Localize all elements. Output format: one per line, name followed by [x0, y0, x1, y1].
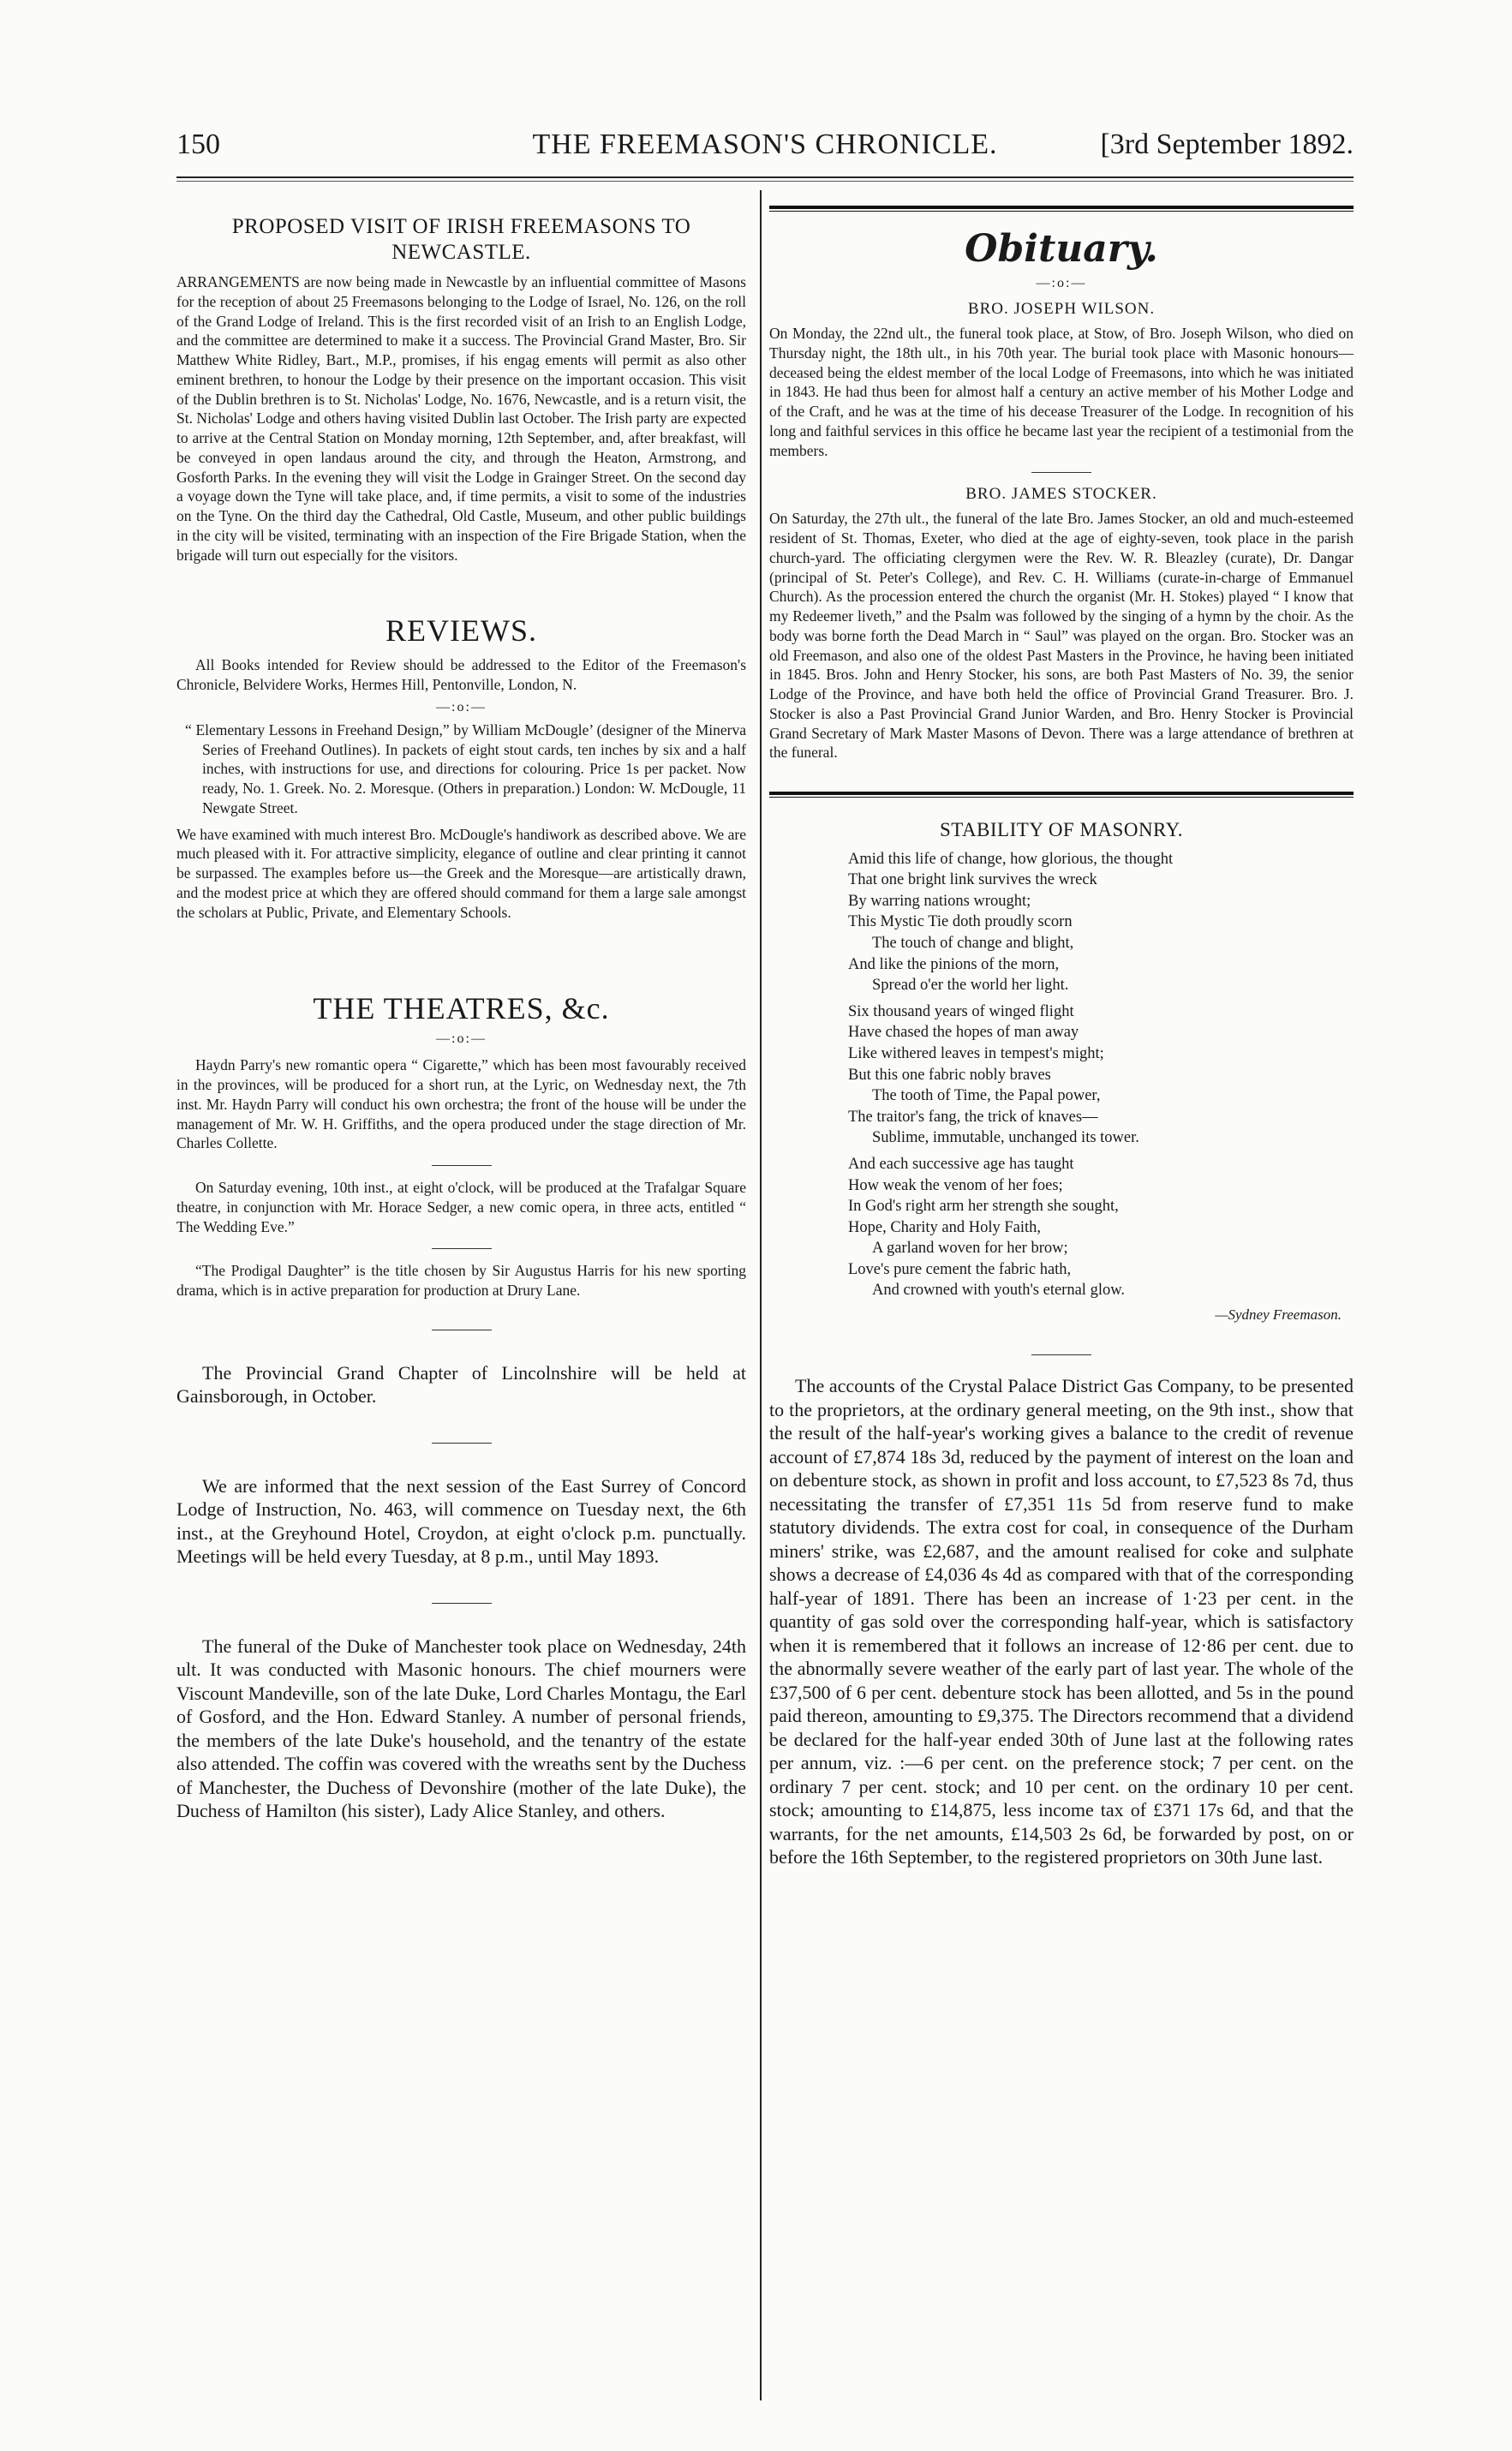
- short-rule: [432, 1165, 492, 1166]
- review-comment: We have examined with much interest Bro. McDougle's handiwork as described above. We are much pleased with it. For attractive simplicity, elegance of outline and clear printing it cannot be surpassed. The examples before us—the Greek and the Moresque—are artistically drawn, and the modest price at which they are offered should command for them a large sale amongst the scholars at Public, Private, and Elementary Schools.: [176, 825, 746, 921]
- short-rule: [1031, 1354, 1091, 1355]
- right-column: [769, 206, 1354, 1869]
- left-column: [176, 214, 746, 1823]
- section-title: THE THEATRES, &c.: [313, 991, 610, 1026]
- section-rule-wrap: [769, 792, 1354, 798]
- poem-line: Like withered leaves in tempest's might;: [848, 1044, 1104, 1062]
- header-rule: [176, 176, 1354, 178]
- poem-line: The touch of change and blight,: [872, 934, 1074, 952]
- obituary-body: On Monday, the 22nd ult., the funeral took place, at Stow, of Bro. Joseph Wilson, who died on Thursday night, the 18th ult., in his 70th year. The burial took place with Masonic honours—deceased being the eldest member of the local Lodge of Freemasons, into which he was initiated in 1843. He had thus been for almost half a century an active member of his Mother Lodge and of the Craft, and he was at the time of his decease Treasurer of the Lodge. In recognition of his long and faithful services in this office he became last year the recipient of a testimonial from the members.: [769, 325, 1354, 459]
- poem-line: That one bright link survives the wreck: [848, 871, 1097, 889]
- poem-body: [769, 849, 1354, 1301]
- publication-title: THE FREEMASON'S CHRONICLE.: [532, 129, 998, 160]
- poem-line: Have chased the hopes of man away: [848, 1024, 1079, 1042]
- poem: [769, 818, 1354, 1324]
- poem-line: In God's right arm her strength she sought,: [848, 1198, 1119, 1216]
- theatre-paragraph: Haydn Parry's new romantic opera “ Cigarette,” which has been most favourably received in the provinces, will be produced for a short run, at the Lyric, on Wednesday next, the 7th inst. Mr. Haydn Parry will conduct his own orchestra; the front of the house will be under the management of Mr. W. H. Griffiths, and the opera produced under the stage direction of Mr. Charles Collette.: [176, 1056, 746, 1152]
- separator: —:o:—: [1036, 276, 1087, 290]
- paragraph-lincolnshire: The Provincial Grand Chapter of Lincolnshire will be held at Gainsborough, in October.: [176, 1361, 746, 1408]
- poem-line: How weak the venom of her foes;: [848, 1176, 1063, 1194]
- section-reviews: [176, 613, 746, 922]
- poem-stanza: [848, 849, 1354, 996]
- poem-line: Love's pure cement the fabric hath,: [848, 1260, 1072, 1278]
- short-rule: [1031, 472, 1091, 473]
- running-header: [176, 129, 1354, 171]
- header-rule-thin: [176, 181, 1354, 182]
- poem-line: And like the pinions of the morn,: [848, 955, 1060, 973]
- article-body: ARRANGEMENTS are now being made in Newcastle by an influential committee of Masons for the reception of about 25 Freemasons belonging to the Lodge of Israel, No. 126, on the roll of the Grand Lodge of Ireland. This is the first recorded visit of an Irish to an English Lodge, and the committee are determined to make it a success. The Provincial Grand Master, Bro. Sir Matthew White Ridley, Bart., M.P., promises, if his engag ements will permit as also other eminent brethren, to honour the Lodge by their presence on the important occasion. This visit of the Dublin brethren is to St. Nicholas' Lodge, No. 1676, Newcastle, and is a return visit, the St. Nicholas' Lodge and others having visited Dublin last October. The Irish party are expected to arrive at the Central Station on Monday morning, 12th September, and, after breakfast, will be conveyed in open landaus around the city, and through the Heaton, Armstrong, and Gosforth Parks. In the evening they will visit the Lodge in Grainger Street. On the second day a voyage down the Tyne will take place, and, if time permits, a visit to some of the industries on the Tyne. On the third day the Cathedral, Old Castle, Museum, and other public buildings in the city will be visited, terminating with an inspection of the Fire Brigade Station, when the brigade will turn out especially for the visitors.: [176, 273, 746, 564]
- section-title: Obituary.: [965, 227, 1158, 271]
- reviews-notice: All Books intended for Review should be addressed to the Editor of the Freemason's Chronicle, Belvidere Works, Hermes Hill, Pentonville, London, N.: [176, 656, 746, 693]
- short-rule: [432, 1603, 492, 1604]
- section-obituary: [769, 227, 1354, 762]
- theatre-paragraph: On Saturday evening, 10th inst., at eight o'clock, will be produced at the Trafalgar Square theatre, in conjunction with Mr. Horace Sedger, a new comic opera, in three acts, entitled “ The Wedding Eve.”: [176, 1179, 746, 1235]
- short-rule: [432, 1248, 492, 1249]
- poem-line: This Mystic Tie doth proudly scorn: [848, 913, 1073, 931]
- separator: —:o:—: [436, 1031, 487, 1047]
- poem-line: And each successive age has taught: [848, 1155, 1074, 1173]
- obituary-name: BRO. JAMES STOCKER.: [965, 485, 1157, 504]
- article-irish-visit: [176, 214, 746, 565]
- review-entry: “ Elementary Lessons in Freehand Design,” by William McDougle’ (designer of the Minerva Series of Freehand Outlines). In packets of eight stout cards, ten inches by six and a half inches, with instructions for use, and directions for colouring. Price 1s per packet. Now ready, No. 1. Greek. No. 2. Moresque. (Others in preparation.) London: W. McDougle, 11 Newgate Street.: [185, 720, 746, 816]
- section-rule: [769, 792, 1354, 795]
- separator: —:o:—: [436, 699, 487, 714]
- section-rule-thin: [769, 211, 1354, 212]
- article-title: PROPOSED VISIT OF IRISH FREEMASONS TO NEWCASTLE.: [231, 215, 691, 264]
- section-theatres: [176, 990, 746, 1300]
- issue-date: [3rd September 1892.: [1100, 129, 1354, 160]
- section-rule-thin: [769, 797, 1354, 798]
- poem-line: The tooth of Time, the Papal power,: [872, 1087, 1101, 1105]
- short-rule: [432, 1443, 492, 1444]
- poem-line: By warring nations wrought;: [848, 892, 1031, 910]
- section-rule: [769, 206, 1354, 209]
- poem-attribution: —Sydney Freemason.: [1215, 1306, 1342, 1324]
- paragraph-gas-company: The accounts of the Crystal Palace District Gas Company, to be presented to the proprietors, at the ordinary general meeting, on the 9th inst., show that the result of the half-year's working gives a balance to the credit of revenue account of £7,874 18s 3d, reduced by the payment of interest on the loan and on debenture stock, as shown in profit and loss account, to £7,523 8s 7d, thus necessitating the transfer of £7,351 11s 5d from reserve fund to make statutory dividends. The extra cost for coal, in consequence of the Durham miners' strike, was £2,687, and the amount realised for coke and sulphate shows a decrease of £4,036 4s 4d as compared with that of the corresponding half-year of 1891. There has been an increase of 1·23 per cent. in the quantity of gas sold over the corresponding half-year, which is satisfactory when it is remembered that it follows an increase of 12·86 per cent. due to the abnormally severe weather of the early part of last year. The whole of the £37,500 of 6 per cent. debenture stock has been allotted, and 5s in the pound paid thereon, amounting to £9,375. The Directors recommend that a dividend be declared for the half-year ended 30th of June last at the following rates per annum, viz. :—6 per cent. on the preference stock; 7 per cent. on the ordinary 7 per cent. stock; and 10 per cent. on the ordinary 10 per cent. stock; amounting to £14,875, less income tax of £371 17s 6d, and that the warrants, for the net amounts, £14,503 2s 6d, be forwarded by post, on or before the 16th September, to the registered proprietors on 30th June last.: [769, 1375, 1354, 1868]
- poem-line: But this one fabric nobly braves: [848, 1066, 1051, 1084]
- page-number: 150: [176, 129, 220, 160]
- poem-stanza: [848, 1154, 1354, 1301]
- poem-line: Spread o'er the world her light.: [872, 977, 1069, 995]
- poem-line: Six thousand years of winged flight: [848, 1002, 1074, 1020]
- poem-line: Sublime, immutable, unchanged its tower.: [872, 1129, 1139, 1147]
- obituary-body: On Saturday, the 27th ult., the funeral of the late Bro. James Stocker, an old and much-esteemed resident of St. Thomas, Exeter, who died at the age of eighty-seven, took place in the parish church-yard. The officiating clergymen were the Rev. W. R. Bleazley (curate), Dr. Dangar (principal of St. Peter's College), and Rev. C. H. Williams (curate-in-charge of Emmanuel Church). As the procession entered the church the organist (Mr. H. Stokes) played “ I know that my Redeemer liveth,” and the Psalm was followed by the singing of a hymn by the choir. As the body was borne forth the Dead March in “ Saul” was played on the organ. Bro. Stocker was an old Freemason, and also one of the oldest Past Masters in the Province, he having been initiated in 1845. Bros. John and Henry Stocker, his sons, are both Past Masters of No. 39, the senior Lodge of the Province, and have both held the office of Provincial Grand Treasurer. Bro. J. Stocker is also a Past Provincial Grand Junior Warden, and Bro. Henry Stocker is Provincial Grand Secretary of Mark Master Masons of Devon. There was a large attendance of brethren at the funeral.: [769, 510, 1354, 762]
- poem-line: A garland woven for her brow;: [872, 1240, 1068, 1258]
- section-title: REVIEWS.: [385, 613, 537, 649]
- poem-stanza: [848, 1001, 1354, 1149]
- poem-line: Hope, Charity and Holy Faith,: [848, 1218, 1042, 1236]
- poem-line: Amid this life of change, how glorious, the thought: [848, 850, 1174, 868]
- column-divider: [760, 190, 762, 2400]
- poem-line: The traitor's fang, the trick of knaves—: [848, 1108, 1098, 1126]
- poem-line: And crowned with youth's eternal glow.: [872, 1282, 1125, 1300]
- theatre-paragraph: “The Prodigal Daughter” is the title chosen by Sir Augustus Harris for his new sporting drama, which is in active preparation for production at Drury Lane.: [176, 1262, 746, 1299]
- poem-title: STABILITY OF MASONRY.: [939, 819, 1184, 840]
- paragraph-duke-funeral: The funeral of the Duke of Manchester took place on Wednesday, 24th ult. It was conducted with Masonic honours. The chief mourners were Viscount Mandeville, son of the late Duke, Lord Charles Montagu, the Earl of Gosford, and the Hon. Edward Stanley. A number of personal friends, the members of the late Duke's household, and the tenantry of the estate also attended. The coffin was covered with the wreaths sent by the Duchess of Manchester, the Duchess of Devonshire (mother of the late Duke), the Duchess of Hamilton (his sister), Lady Alice Stanley, and others.: [176, 1635, 746, 1822]
- obituary-name: BRO. JOSEPH WILSON.: [967, 300, 1156, 318]
- paragraph-east-surrey: We are informed that the next session of the East Surrey of Concord Lodge of Instruction, No. 463, will commence on Tuesday next, the 6th inst., at the Greyhound Hotel, Croydon, at eight o'clock p.m. punctually. Meetings will be held every Tuesday, at 8 p.m., until May 1893.: [176, 1474, 746, 1568]
